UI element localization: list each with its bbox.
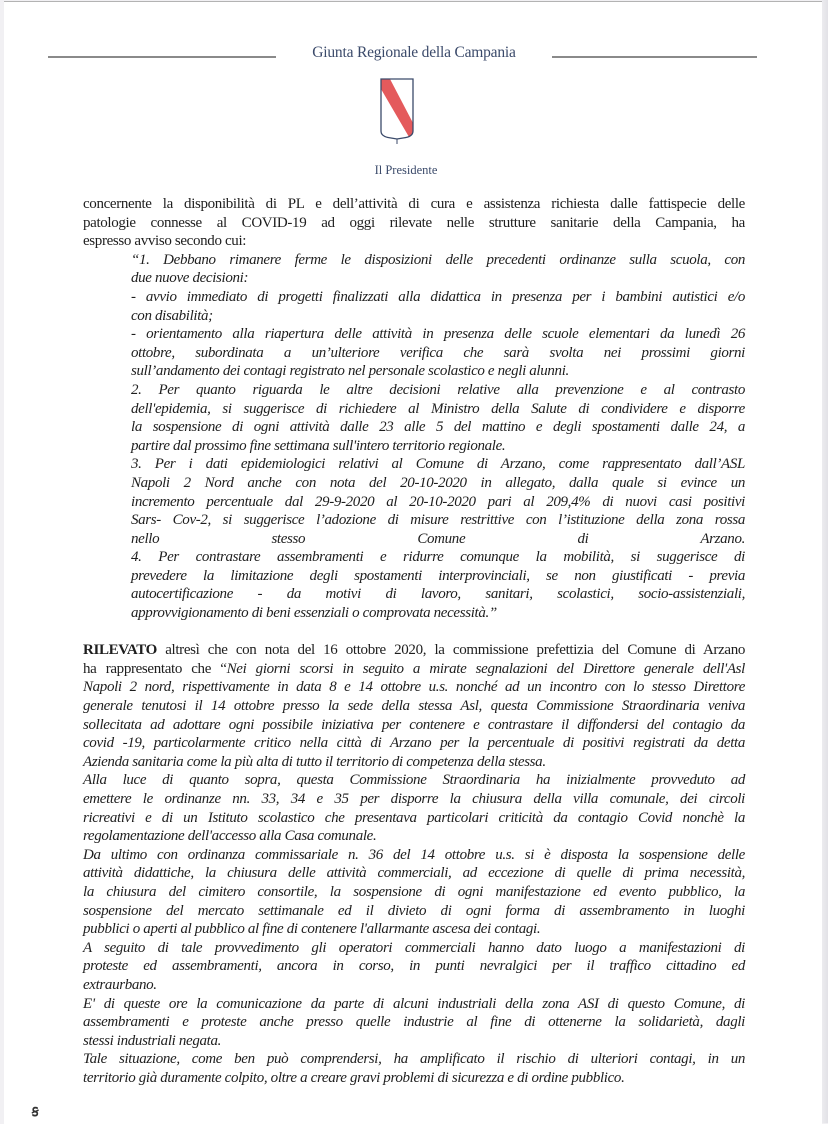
quote-line: approvvigionamento di beni essenziali o comprovata necessità.” [131,605,497,622]
campania-coat-of-arms-icon [379,77,415,146]
quote-line: dell'epidemia, si suggerisce di richiedere al Ministro della Salute di condividere e disporre [131,400,745,417]
rilevato-line: ha rappresentato che “Nei giorni scorsi in seguito a mirate segnalazioni del Direttore generale dell'Asl [83,660,745,677]
body-line: assembramenti e proteste anche presso quelle industrie al fine di ottenerne la solidarietà, dagli [83,1014,745,1031]
quote-line: con disabilità; [131,307,213,324]
body-line: attività didattiche, la chiusura delle attività commerciali, ad eccezione di quelle di prima necessità, [83,865,745,882]
quote-line: sull’andamento dei contagi registrato nel personale scolastico e negli alunni. [131,363,569,380]
quote-line: autocertificazione - da motivi di lavoro, sanitari, scolastici, socio-assistenziali, [131,586,745,603]
body-line: generale tenutosi il 14 ottobre presso la sede della stessa Asl, questa Commissione Straordinaria veniva [83,698,745,715]
body-line: sollecitata ad adottare ogni possibile iniziativa per contenere e contrastare il diffondersi del contagio da [83,716,745,733]
quote-line: incremento percentuale dal 29-9-2020 al 20-10-2020 pari al 209,4% di nuovi casi positivi [131,493,745,510]
body-line: Tale situazione, come ben può comprendersi, ha amplificato il rischio di ulteriori contagi, in un [83,1051,745,1068]
quote-line: prevedere la limitazione degli spostamenti interprovinciali, se non giustificati - previa [131,567,745,584]
quote-line: 3. Per i dati epidemiologici relativi al Comune di Arzano, come rappresentato dall’ASL [131,456,745,473]
quote-line: nello stesso Comune di Arzano. [131,530,745,547]
quote-line: - avvio immediato di progetti finalizzati alla didattica in presenza per i bambini autistici e/o [131,288,745,305]
quote-line: “1. Debbano rimanere ferme le disposizioni delle precedenti ordinanze sulla scuola, con [131,251,745,268]
body-line: regolamentazione dell'accesso alla Casa comunale. [83,828,377,845]
body-line: pubblici o aperti al pubblico al fine di contenere l'allarmante ascesa dei contagi. [83,921,541,938]
rilevato-keyword: RILEVATO [83,642,157,659]
body-line: emettere le ordinanze nn. 33, 34 e 35 per disporre la chiusura della villa comunale, dei circoli [83,791,745,807]
quote-line: - orientamento alla riapertura delle attività in presenza delle scuole elementari da lunedì 26 [131,326,745,343]
document-body [83,195,745,1088]
body-line: Da ultimo con ordinanza commissariale n. 36 del 14 ottobre u.s. si è disposta la sospensione delle [83,846,745,863]
institution-title: Giunta Regionale della Campania [312,44,516,61]
scrollbar-track[interactable] [822,0,828,1123]
quote-line: due nuove decisioni: [131,270,249,287]
body-line: territorio già duramente colpito, oltre a creare gravi problemi di sicurezza e di ordine pubblico. [83,1069,625,1086]
body-line: extraurbano. [83,976,157,993]
signature-initials-mark: ꞩ [31,1103,39,1120]
quote-line: ottobre, subordinata a un’ulteriore verifica che sarà svolta nei prossimi giorni [131,344,745,361]
body-line: Alla luce di quanto sopra, questa Commissione Straordinaria ha inizialmente provveduto ad [83,772,745,789]
body-line: proteste ed assembramenti, ancora in corso, in punti nevralgici per il traffico cittadino ed [83,958,745,975]
intro-line: espresso avviso secondo cui: [83,233,247,250]
body-line: E' di queste ore la comunicazione da parte di alcuni industriali della zona ASI di questo Comune, di [83,995,745,1012]
body-line: ricreativi e di un Istituto scolastico che presentava particolari criticità da contagio Covid nonchè la [83,809,745,826]
body-line: Azienda sanitaria come la più alta di tutto il territorio di competenza della stessa. [83,753,546,770]
quote-line: 4. Per contrastare assembramenti e ridurre comunque la mobilità, si suggerisce di [131,549,745,566]
body-line: Napoli 2 nord, rispettivamente in data 8 e 14 ottobre u.s. nonché ad un incontro con lo stesso Direttore [83,679,745,696]
quote-line: Napoli 2 Nord anche con nota del 20-10-2020 in allegato, dalla quale si evince un [131,474,745,491]
body-line: sospensione del mercato settimanale ed il divieto di ogni forma di assembramento in luoghi [83,902,745,919]
quote-line: Sars- Cov-2, si suggerisce l’adozione di misure restrittive con l’istituzione della zona rossa [131,512,745,529]
body-line: la chiusura del cimitero consortile, la sospensione di ogni manifestazione ed evento pubblico, la [83,883,745,900]
quote-line: la sospensione di ogni attività dalle 23 alle 5 del mattino e degli spostamenti dalle 24, a [131,419,745,436]
intro-line: concernente la disponibilità di PL e dell’attività di cura e assistenza richiesta dalle fattispecie delle [83,196,745,212]
quote-line: 2. Per quanto riguarda le altre decisioni relative alla prevenzione e al contrasto [131,381,745,398]
rilevato-line: RILEVATO altresì che con nota del 16 ottobre 2020, la commissione prefettizia del Comune di Arzano [83,642,745,659]
quote-line: partire dal prossimo fine settimana sull'intero territorio regionale. [131,437,506,454]
office-subtitle: Il Presidente [374,163,438,177]
body-line: A seguito di tale provvedimento gli operatori commerciali hanno dato luogo a manifestazioni di [83,939,745,956]
intro-line: patologie connesse al COVID-19 ad oggi rilevate nelle strutture sanitarie della Campania, ha [83,214,745,231]
body-line: covid -19, particolarmente critico nella città di Arzano per la percentuale di positivi registrati da detta [83,735,745,752]
body-line: stessi industriali negata. [83,1032,221,1049]
